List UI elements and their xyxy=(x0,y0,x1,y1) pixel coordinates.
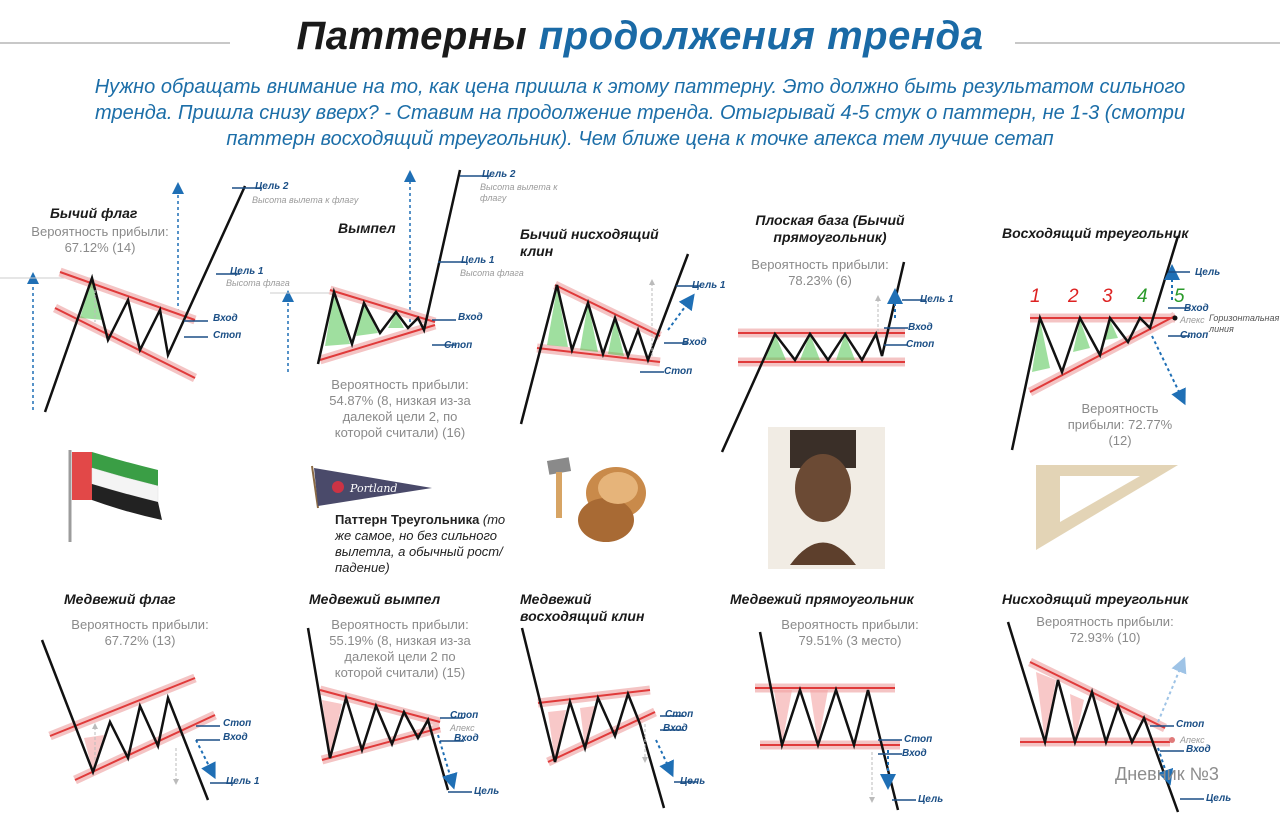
asc-triangle-stop: Стоп xyxy=(1180,330,1209,341)
asc-triangle-target: Цель xyxy=(1195,267,1221,278)
bear-pennant-prob: Вероятность прибыли: 55.19% (8, низкая из-за далекой цели 2 по которой считали) (15) xyxy=(329,617,471,680)
pennant-entry: Вход xyxy=(458,312,483,323)
bull-flag-entry: Вход xyxy=(213,313,238,324)
asc-triangle-prob: Вероятность прибыли: 72.77% (12) xyxy=(1067,401,1173,448)
bull-wedge-title: Бычий нисходящий клин xyxy=(520,226,659,259)
asc-triangle-entry: Вход xyxy=(1184,303,1209,314)
bear-wedge-entry: Вход xyxy=(663,723,688,734)
flat-base-stop: Стоп xyxy=(906,339,935,350)
bull-wedge-target1: Цель 1 xyxy=(692,280,726,291)
bear-rect-stop: Стоп xyxy=(904,734,933,745)
pennant-stop: Стоп xyxy=(444,340,473,351)
bull-flag-target2: Цель 2 xyxy=(255,181,289,192)
bear-rect-prob: Вероятность прибыли: 79.51% (3 место) xyxy=(781,617,919,648)
bear-rect-target: Цель xyxy=(918,794,944,805)
touch-2: 2 xyxy=(1068,286,1079,307)
bear-pennant-apex: Апекс xyxy=(450,723,475,733)
bear-rect-title: Медвежий прямоугольник xyxy=(730,591,914,607)
pennant-flight-height: Высота вылета к флагу xyxy=(480,182,558,203)
flat-base-target1: Цель 1 xyxy=(920,294,954,305)
bull-flag-flight-height: Высота вылета к флагу xyxy=(252,195,359,205)
desc-triangle-prob: Вероятность прибыли: 72.93% (10) xyxy=(1036,614,1174,645)
touch-4: 4 xyxy=(1137,286,1148,307)
asc-triangle-horizontal-line: Горизонтальная линия xyxy=(1209,313,1280,334)
ruler-triangle-illustration xyxy=(1036,465,1178,550)
touch-1: 1 xyxy=(1030,286,1041,307)
bear-flag-stop: Стоп xyxy=(223,718,252,729)
subtitle: Нужно обращать внимание на то, как цена пришла к этому паттерну. Это должно быть результатом сильного тренда. Пришла снизу вверх? - Ставим на продолжение тренда. Отыгрывай 4-5 стук о паттерн, не 1-3 (смотри паттерн восходящий треугольник). Чем ближе цена к точке апекса тем лучше сетап xyxy=(94,76,1186,150)
bear-pennant-entry: Вход xyxy=(454,733,479,744)
bull-wedge-stop: Стоп xyxy=(664,366,693,377)
bear-pennant-title: Медвежий вымпел xyxy=(309,591,441,607)
triangle-pattern-note: Паттерн Треугольника (то же самое, но без сильного вылетла, а обычный рост/падение) xyxy=(335,512,506,575)
desc-triangle-apex: Апекс xyxy=(1180,735,1205,745)
flat-base-prob: Вероятность прибыли: 78.23% (6) xyxy=(751,257,889,288)
page-title: Паттерны продолжения тренда xyxy=(296,14,984,58)
bull-flag-title: Бычий флаг xyxy=(50,205,138,221)
bear-wedge-stop: Стоп xyxy=(665,709,694,720)
portland-text: Portland xyxy=(350,482,398,495)
watermark: Дневник №3 xyxy=(1115,764,1219,784)
pennant-target1: Цель 1 xyxy=(461,255,495,266)
pennant-prob: Вероятность прибыли: 54.87% (8, низкая из-за далекой цели 2, по которой считали) (16) xyxy=(329,377,471,440)
bear-pennant-target: Цель xyxy=(474,786,500,797)
pennant-target2: Цель 2 xyxy=(482,169,516,180)
bull-wedge-chart xyxy=(521,254,700,424)
bear-wedge-title: Медвежий восходящий клин xyxy=(520,591,645,624)
portland-pennant-illustration xyxy=(312,466,432,508)
asc-triangle-title: Восходящий треугольник xyxy=(1002,225,1189,241)
flat-base-entry: Вход xyxy=(908,322,933,333)
bear-flag-entry: Вход xyxy=(223,732,248,743)
flat-base-title: Плоская база (Бычий прямоугольник) xyxy=(755,212,905,245)
bear-pennant-stop: Стоп xyxy=(450,710,479,721)
bear-flag-title: Медвежий флаг xyxy=(64,591,176,607)
uae-flag-illustration xyxy=(70,450,162,542)
hammer-and-log-illustration xyxy=(547,457,646,542)
bear-rect-entry: Вход xyxy=(902,748,927,759)
flat-base-chart xyxy=(722,262,926,452)
bear-flag-chart xyxy=(42,640,234,800)
bear-flag-target1: Цель 1 xyxy=(226,776,260,787)
bull-flag-flag-height: Высота флага xyxy=(226,278,290,288)
bull-wedge-entry: Вход xyxy=(682,337,707,348)
touch-5: 5 xyxy=(1174,286,1185,307)
portrait-photo xyxy=(768,427,885,569)
desc-triangle-stop: Стоп xyxy=(1176,719,1205,730)
bear-flag-prob: Вероятность прибыли: 67.72% (13) xyxy=(71,617,209,648)
desc-triangle-entry: Вход xyxy=(1186,744,1211,755)
asc-triangle-apex: Апекс xyxy=(1180,315,1205,325)
pennant-title: Вымпел xyxy=(338,220,396,236)
bull-flag-target1: Цель 1 xyxy=(230,266,264,277)
desc-triangle-target: Цель xyxy=(1206,793,1232,804)
touch-3: 3 xyxy=(1102,286,1113,307)
bear-rectangle-chart xyxy=(755,632,916,810)
bear-wedge-target: Цель xyxy=(680,776,706,787)
pennant-flag-height: Высота флага xyxy=(460,268,524,278)
desc-triangle-title: Нисходящий треугольник xyxy=(1002,591,1189,607)
bull-flag-prob: Вероятность прибыли: 67.12% (14) xyxy=(31,224,169,255)
bull-flag-stop: Стоп xyxy=(213,330,242,341)
